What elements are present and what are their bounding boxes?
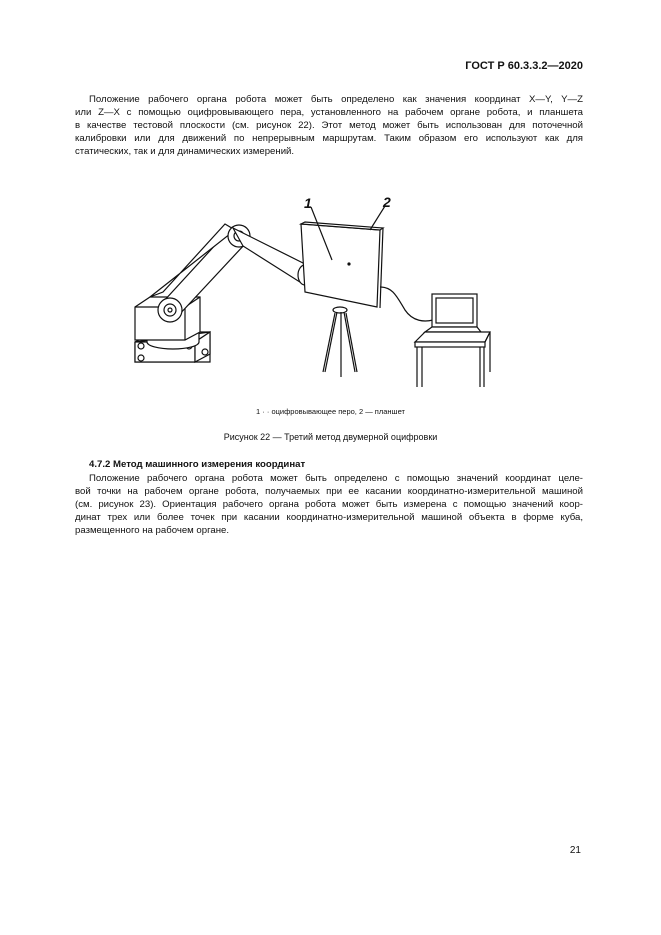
figure-caption: Рисунок 22 — Третий метод двумерной оцифровки bbox=[223, 432, 438, 442]
section-paragraph bbox=[75, 472, 583, 537]
document-number: ГОСТ Р 60.3.3.2—2020 bbox=[465, 60, 583, 72]
intro-line: статических, так и для динамических измерений. bbox=[75, 146, 295, 157]
section-line: (см. рисунок 23). Ориентация рабочего органа робота может быть измерена с помощью значений коор- bbox=[75, 499, 583, 510]
cable bbox=[380, 287, 433, 321]
section-line: Положение рабочего органа робота может быть определено с помощью значений координат целе- bbox=[89, 473, 583, 484]
intro-paragraph bbox=[75, 93, 583, 158]
tablet-easel bbox=[301, 222, 383, 377]
intro-line: в качестве тестовой плоскости (см. рисунок 22). Этот метод может быть использован для поточечной bbox=[75, 120, 583, 131]
intro-line: калибровки или для движений по непрерывным маршрутам. Таким образом его используют как для bbox=[75, 133, 583, 144]
figure-label-1: 1 bbox=[304, 195, 312, 211]
figure-label-2: 2 bbox=[383, 194, 391, 210]
figure-legend: 1 · · оцифровывающее перо, 2 — планшет bbox=[256, 407, 405, 416]
section-line: динат трех или более точек при касании координатно-измерительной машиной объекта в форме куба, bbox=[75, 512, 583, 523]
section-heading: 4.7.2 Метод машинного измерения координат bbox=[89, 459, 306, 470]
laptop-desk bbox=[415, 294, 490, 387]
intro-line: или Z—X с помощью оцифровывающего пера, установленного на рабочем органе робота, и планшета bbox=[75, 107, 583, 118]
section-line: размещенного на рабочем органе. bbox=[75, 525, 230, 536]
figure-robot-digitizer bbox=[125, 192, 515, 387]
page-number: 21 bbox=[569, 845, 581, 856]
intro-line: Положение рабочего органа робота может быть определено как значения координат X—Y, Y—Z bbox=[89, 94, 583, 105]
section-line: вой точки на рабочем органе робота, получаемых при ее касании координатно-измерительной машиной bbox=[75, 486, 583, 497]
